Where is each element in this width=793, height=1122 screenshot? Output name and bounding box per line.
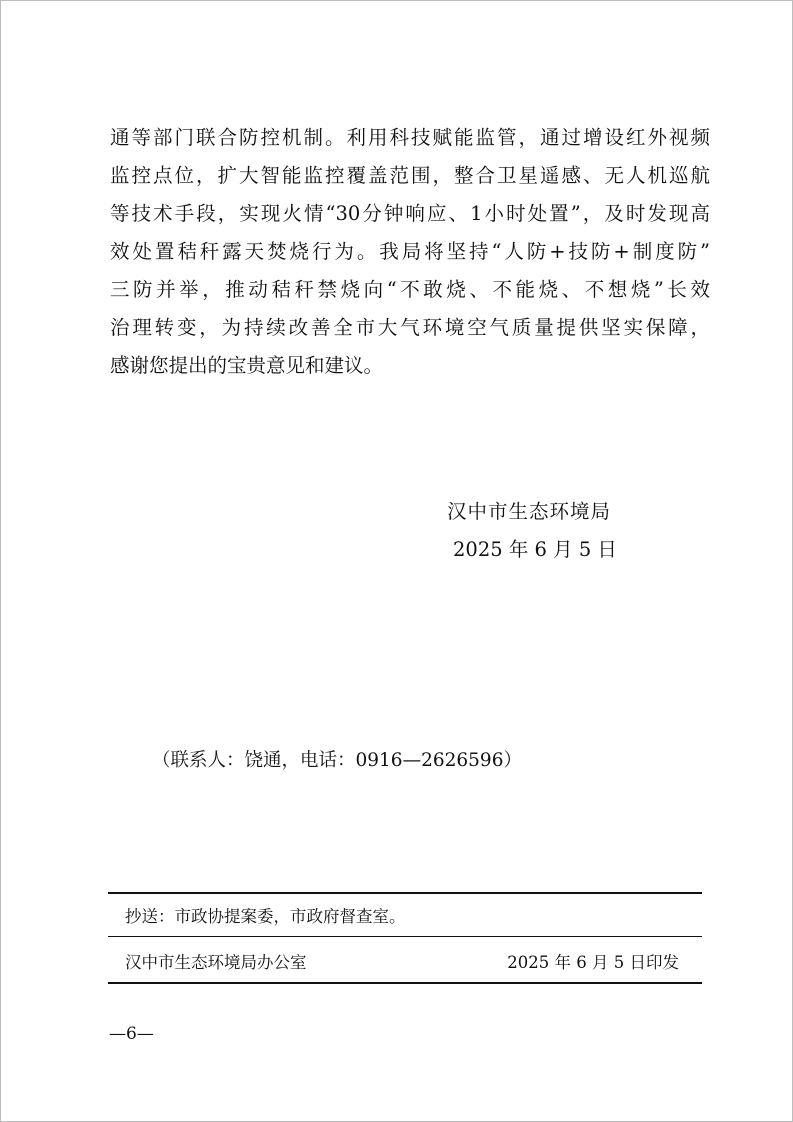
signature-date: 2025 年 6 月 5 日: [453, 538, 617, 561]
footer-middle-rule: [108, 936, 702, 937]
contact-info: （联系人：饶通，电话：0916—2626596）: [152, 750, 522, 771]
body-paragraph: [110, 119, 710, 385]
body-line: 三防并举，推动秸秆禁烧向“不敢烧、不能烧、不想烧”长效: [110, 278, 710, 301]
cc-line: 抄送：市政协提案委，市政府督查室。: [125, 907, 406, 926]
body-line: 通等部门联合防控机制。利用科技赋能监管，通过增设红外视频: [110, 126, 710, 149]
body-line: 等技术手段，实现火情“30分钟响应、1小时处置”，及时发现高: [110, 202, 710, 225]
issue-date: 2025 年 6 月 5 日印发: [507, 953, 679, 972]
signature-org: 汉中市生态环境局: [447, 500, 612, 523]
body-line: 治理转变，为持续改善全市大气环境空气质量提供坚实保障，: [110, 316, 710, 339]
footer-bottom-rule: [108, 982, 702, 984]
body-line: 效处置秸秆露天焚烧行为。我局将坚持“人防+技防+制度防”: [110, 240, 710, 263]
page-number: —6—: [109, 1024, 154, 1044]
body-line: 感谢您提出的宝贵意见和建议。: [110, 354, 384, 377]
body-line: 监控点位，扩大智能监控覆盖范围，整合卫星遥感、无人机巡航: [110, 164, 710, 187]
issuer-name: 汉中市生态环境局办公室: [125, 953, 307, 972]
footer-top-rule: [108, 892, 702, 894]
